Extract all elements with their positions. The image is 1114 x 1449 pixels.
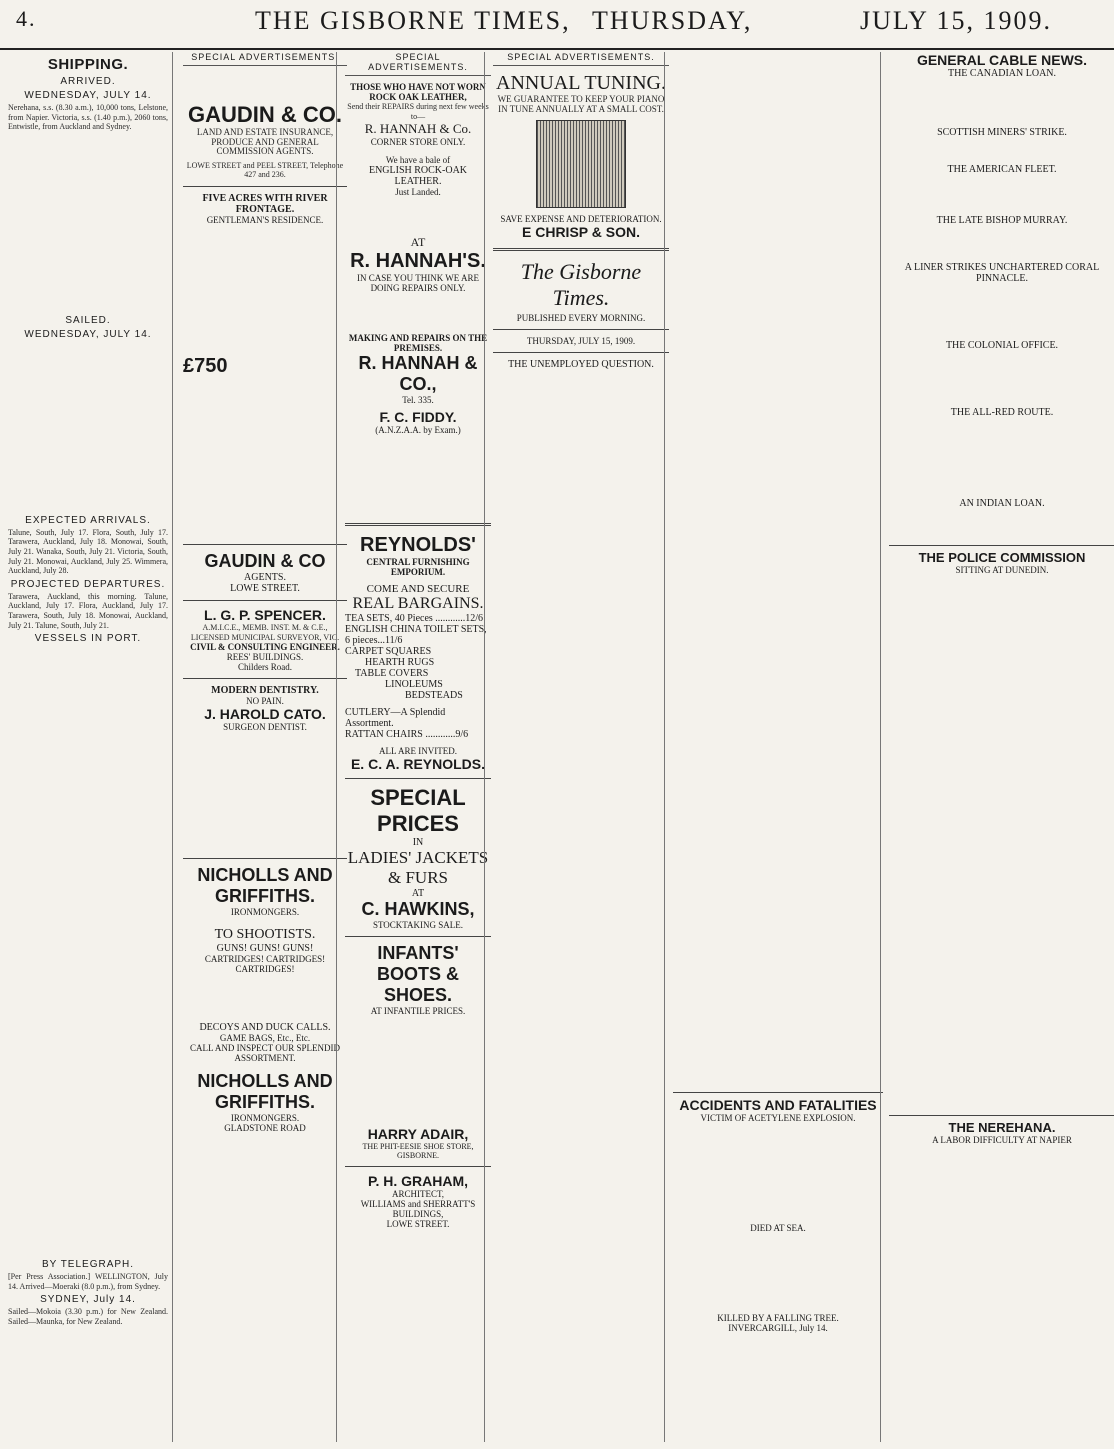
arrived-text: Nerehana, s.s. (8.30 a.m.), 10,000 tons, Lelstone, from Napier. Victoria, s.s. (1.40 p.m.), 2060 tons, Entwistle, from Auckland and Sydney.	[8, 103, 168, 132]
killed-by-tree: KILLED BY A FALLING TREE.	[717, 1313, 839, 1323]
colonial-office: THE COLONIAL OFFICE.	[945, 340, 1059, 351]
invercargill-dateline: INVERCARGILL, July 14.	[728, 1323, 828, 1333]
all-invited: ALL ARE INVITED.	[379, 746, 457, 757]
sydney-text: Sailed—Mokoia (3.30 p.m.) for New Zealand. Sailed—Maunka, for New Zealand.	[8, 1307, 168, 1326]
those-who: THOSE WHO HAVE NOT WORN ROCK OAK LEATHER,	[350, 82, 486, 102]
nicholls-heading-2: NICHOLLS AND GRIFFITHS.	[197, 1071, 333, 1113]
divider	[183, 600, 347, 601]
annual-text: WE GUARANTEE TO KEEP YOUR PIANO IN TUNE ANNUALLY AT A SMALL COST.	[497, 94, 665, 114]
special-ads-heading: SPECIAL ADVERTISEMENTS.	[493, 52, 669, 66]
rees-buildings: REES' BUILDINGS.	[226, 652, 304, 663]
text-block	[673, 1233, 883, 1313]
column-ads-1	[172, 52, 347, 1442]
graham-heading: P. H. GRAHAM,	[367, 1173, 469, 1190]
hannah-heading: R. HANNAH & Co.	[364, 121, 472, 137]
ironmongers-label-2: IRONMONGERS.	[230, 1113, 300, 1124]
text-block	[889, 284, 1114, 340]
projected-text: Tarawera, Auckland, this morning. Talune, Auckland, July 17. Flora, Auckland, July 17. Tarawera, South, July 18. Monowai, Auckland, July 21. Talune, South, July 21.	[8, 591, 168, 630]
text-block	[889, 226, 1114, 262]
lowe-street-label: LOWE STREET.	[230, 582, 300, 594]
divider	[345, 523, 491, 526]
text-block	[345, 1016, 491, 1126]
at-label-2: AT	[411, 888, 425, 900]
all-red-route: THE ALL-RED ROUTE.	[950, 407, 1054, 418]
american-fleet: THE AMERICAN FLEET.	[947, 164, 1057, 175]
labor-difficulty: A LABOR DIFFICULTY AT NAPIER	[932, 1135, 1072, 1145]
cable-news-heading: GENERAL CABLE NEWS.	[916, 52, 1088, 68]
gaudin-heading-2: GAUDIN & CO	[204, 550, 326, 571]
text-block	[889, 79, 1114, 127]
central-emporium: CENTRAL FURNISHING EMPORIUM.	[366, 557, 470, 578]
special-prices: SPECIAL PRICES	[370, 785, 466, 837]
divider	[345, 778, 491, 779]
gladstone-road: GLADSTONE ROAD	[224, 1123, 306, 1134]
vessels-heading: VESSELS IN PORT.	[34, 633, 142, 645]
game-bags-label: GAME BAGS, Etc., Etc.	[219, 1033, 311, 1044]
nerehana-heading: THE NEREHANA.	[889, 1115, 1114, 1135]
telegraph-heading: BY TELEGRAPH.	[41, 1259, 135, 1271]
gaudin-address: LOWE STREET and PEEL STREET, Telephone 427 and 236.	[186, 160, 344, 180]
bishop-murray: THE LATE BISHOP MURRAY.	[936, 215, 1068, 226]
issue-day: THURSDAY,	[592, 6, 753, 35]
modern-dentistry: MODERN DENTISTRY.	[211, 685, 319, 697]
sailed-date: WEDNESDAY, JULY 14.	[24, 328, 152, 340]
text-block	[673, 1123, 883, 1223]
published-every-morning: PUBLISHED EVERY MORNING.	[516, 313, 646, 324]
text-block	[345, 435, 491, 515]
unemployed-question: THE UNEMPLOYED QUESTION.	[508, 359, 654, 371]
agents-label: AGENTS.	[244, 571, 286, 583]
divider	[183, 858, 347, 859]
infantile-prices: AT INFANTILE PRICES.	[370, 1006, 466, 1017]
to-shootists: TO SHOOTISTS.	[214, 927, 316, 943]
died-at-sea: DIED AT SEA.	[750, 1223, 806, 1233]
page-number: 4.	[16, 6, 37, 31]
toilet-sets: ENGLISH CHINA TOILET SETS, 6 pieces...11/6	[345, 624, 487, 647]
text-block	[673, 52, 883, 1092]
corner-store: CORNER STORE ONLY.	[370, 137, 466, 148]
spencer-sub: A.M.I.C.E., MEMB. INST. M. & C.E., LICENSED MUNICIPAL SURVEYOR, VIC.	[190, 622, 340, 642]
annual-tuning: ANNUAL TUNING.	[496, 72, 666, 94]
bedsteads: BEDSTEADS	[405, 690, 463, 702]
sailed-heading: SAILED.	[65, 314, 111, 326]
telegraph-text: [Per Press Association.] WELLINGTON, July 14. Arrived—Moeraki (8.0 p.m.), from Sydney.	[8, 1272, 168, 1291]
come-secure: COME AND SECURE	[366, 583, 470, 596]
surgeon-dentist: SURGEON DENTIST.	[223, 722, 307, 733]
text-block	[889, 175, 1114, 215]
gentlemans-residence: GENTLEMAN'S RESIDENCE.	[206, 214, 324, 225]
masthead	[0, 0, 1114, 50]
piano-illustration	[536, 120, 626, 208]
hannah-heading-2: R. HANNAH & CO.,	[358, 353, 478, 395]
spencer-heading: L. G. P. SPENCER.	[204, 606, 326, 623]
save-expense: SAVE EXPENSE AND DETERIORATION.	[500, 214, 662, 225]
carpet-squares: CARPET SQUARES	[345, 646, 432, 658]
hearth-rugs: HEARTH RUGS	[365, 657, 435, 669]
adair-sub: THE PHIT-EESIE SHOE STORE, GISBORNE.	[362, 1142, 474, 1161]
divider	[493, 329, 669, 330]
adair-heading: HARRY ADAIR,	[367, 1126, 469, 1143]
call-inspect: CALL AND INSPECT OUR SPLENDID ASSORTMENT.	[189, 1043, 340, 1064]
civil-engineer: CIVIL & CONSULTING ENGINEER.	[190, 642, 340, 653]
in-case: IN CASE YOU THINK WE ARE DOING REPAIRS ONLY.	[356, 273, 480, 294]
ironmongers-label: IRONMONGERS.	[230, 907, 300, 918]
childers-road: Childers Road.	[238, 662, 292, 673]
divider	[183, 544, 347, 545]
gisborne-times-masthead: The Gisborne Times.	[520, 259, 642, 311]
text-block	[183, 225, 347, 355]
text-block	[183, 974, 347, 1022]
text-block	[8, 646, 168, 1256]
in-label: IN	[412, 837, 424, 849]
fiddy-sub: (A.N.Z.A.A. by Exam.)	[375, 425, 461, 436]
expected-heading: EXPECTED ARRIVALS.	[25, 514, 151, 526]
divider	[345, 1166, 491, 1167]
editorial-text	[493, 370, 669, 1370]
scottish-strike: SCOTTISH MINERS' STRIKE.	[937, 127, 1067, 138]
lowe-street: LOWE STREET.	[386, 1219, 450, 1230]
divider	[493, 352, 669, 353]
fiddy-heading: F. C. FIDDY.	[379, 409, 457, 426]
victim-heading: VICTIM OF ACETYLENE EXPLOSION.	[700, 1113, 856, 1123]
indian-loan: AN INDIAN LOAN.	[959, 498, 1045, 509]
text-block	[889, 575, 1114, 1115]
bale-label: We have a bale of	[385, 155, 451, 166]
canadian-loan: THE CANADIAN LOAN.	[947, 68, 1057, 79]
tea-sets: TEA SETS, 40 Pieces ............12/6	[345, 613, 484, 625]
decoys-label: DECOYS AND DUCK CALLS.	[199, 1022, 331, 1034]
text-block	[345, 293, 491, 333]
special-ads-heading: SPECIAL ADVERTISEMENTS.	[183, 52, 347, 66]
divider	[345, 936, 491, 937]
reynolds-heading: REYNOLDS'	[360, 534, 476, 557]
guns-label: GUNS! GUNS! GUNS!	[216, 943, 314, 955]
chrisp-heading: E CHRISP & SON.	[522, 224, 640, 241]
buildings: BUILDINGS,	[392, 1209, 444, 1220]
williams-sherratt: WILLIAMS and SHERRATT'S	[360, 1199, 476, 1210]
arrived-heading: ARRIVED.	[60, 76, 116, 87]
divider	[183, 186, 347, 187]
sitting-dunedin: SITTING AT DUNEDIN.	[955, 565, 1049, 575]
english-leather: ENGLISH ROCK-OAK LEATHER.	[368, 165, 468, 188]
issue-date: JULY 15, 1909.	[860, 6, 1052, 35]
hawkins-heading: C. HAWKINS,	[361, 899, 475, 920]
linoleums: LINOLEUMS	[385, 679, 443, 691]
gaudin-heading: GAUDIN & CO.	[188, 102, 342, 127]
text-block	[889, 509, 1114, 545]
gaudin-sub: LAND AND ESTATE INSURANCE, PRODUCE AND GENERAL COMMISSION AGENTS.	[196, 127, 334, 157]
divider	[493, 248, 669, 251]
column-shipping	[8, 52, 168, 1442]
special-ads-heading: SPECIAL ADVERTISEMENTS.	[345, 52, 491, 76]
text-block	[8, 342, 168, 512]
sydney-heading: SYDNEY, July 14.	[40, 1294, 136, 1306]
editorial-date: THURSDAY, JULY 15, 1909.	[526, 336, 636, 347]
text-block	[8, 132, 168, 312]
column-editorial	[484, 52, 669, 1442]
ecar-reynolds: E. C. A. REYNOLDS.	[350, 756, 486, 773]
at-label: AT	[410, 235, 426, 250]
expected-text: Talune, South, July 17. Flora, South, July 17. Tarawera, Auckland, July 18. Monowai, South, July 21. Wanaka, South, July 21. Victoria, South, July 21. Monowai, Auckland, July 25. Wimmera, Auckland, July 28.	[8, 527, 168, 576]
text-block	[889, 418, 1114, 498]
projected-heading: PROJECTED DEPARTURES.	[10, 578, 166, 590]
ladies-jackets: LADIES' JACKETS & FURS	[347, 848, 489, 888]
text-block	[889, 138, 1114, 164]
telephone: Tel. 335.	[402, 395, 434, 406]
shipping-heading: SHIPPING.	[47, 56, 129, 73]
hannahs-heading: R. HANNAH'S.	[350, 250, 486, 273]
text-block	[345, 197, 491, 235]
cartridges-label: CARTRIDGES! CARTRIDGES! CARTRIDGES!	[204, 954, 326, 975]
text-block	[183, 378, 347, 538]
real-bargains: REAL BARGAINS.	[352, 595, 484, 613]
arrived-date: WEDNESDAY, JULY 14.	[24, 90, 152, 101]
five-acres: FIVE ACRES WITH RIVER FRONTAGE.	[202, 192, 328, 215]
infants-boots: INFANTS' BOOTS & SHOES.	[376, 943, 459, 1006]
send-repairs: Send their REPAIRS during next few weeks to—	[347, 102, 489, 121]
table-covers: TABLE COVERS	[355, 668, 429, 680]
column-ads-2	[336, 52, 491, 1442]
no-pain: NO PAIN.	[246, 696, 284, 707]
just-landed: Just Landed.	[395, 187, 441, 198]
architect: ARCHITECT,	[391, 1189, 445, 1200]
rattan-chairs: RATTAN CHAIRS ............9/6	[345, 729, 469, 741]
nicholls-heading: NICHOLLS AND GRIFFITHS.	[197, 865, 333, 907]
newspaper-title: THE GISBORNE TIMES,	[255, 6, 571, 35]
cutlery: CUTLERY—A Splendid Assortment.	[345, 707, 446, 730]
police-commission: THE POLICE COMMISSION	[889, 545, 1114, 565]
column-news	[664, 52, 883, 1442]
accidents-heading: ACCIDENTS AND FATALITIES	[673, 1092, 883, 1113]
making-repairs: MAKING AND REPAIRS ON THE PREMISES.	[348, 333, 488, 354]
cato-heading: J. HAROLD CATO.	[204, 706, 326, 723]
price-750: £750	[183, 354, 228, 377]
text-block	[889, 351, 1114, 407]
column-cable-news	[880, 52, 1114, 1442]
stocktaking-sale: STOCKTAKING SALE.	[372, 920, 464, 931]
liner-strikes: A LINER STRIKES UNCHARTERED CORAL PINNACLE.	[904, 262, 1100, 284]
divider	[183, 678, 347, 679]
text-block	[183, 732, 347, 852]
